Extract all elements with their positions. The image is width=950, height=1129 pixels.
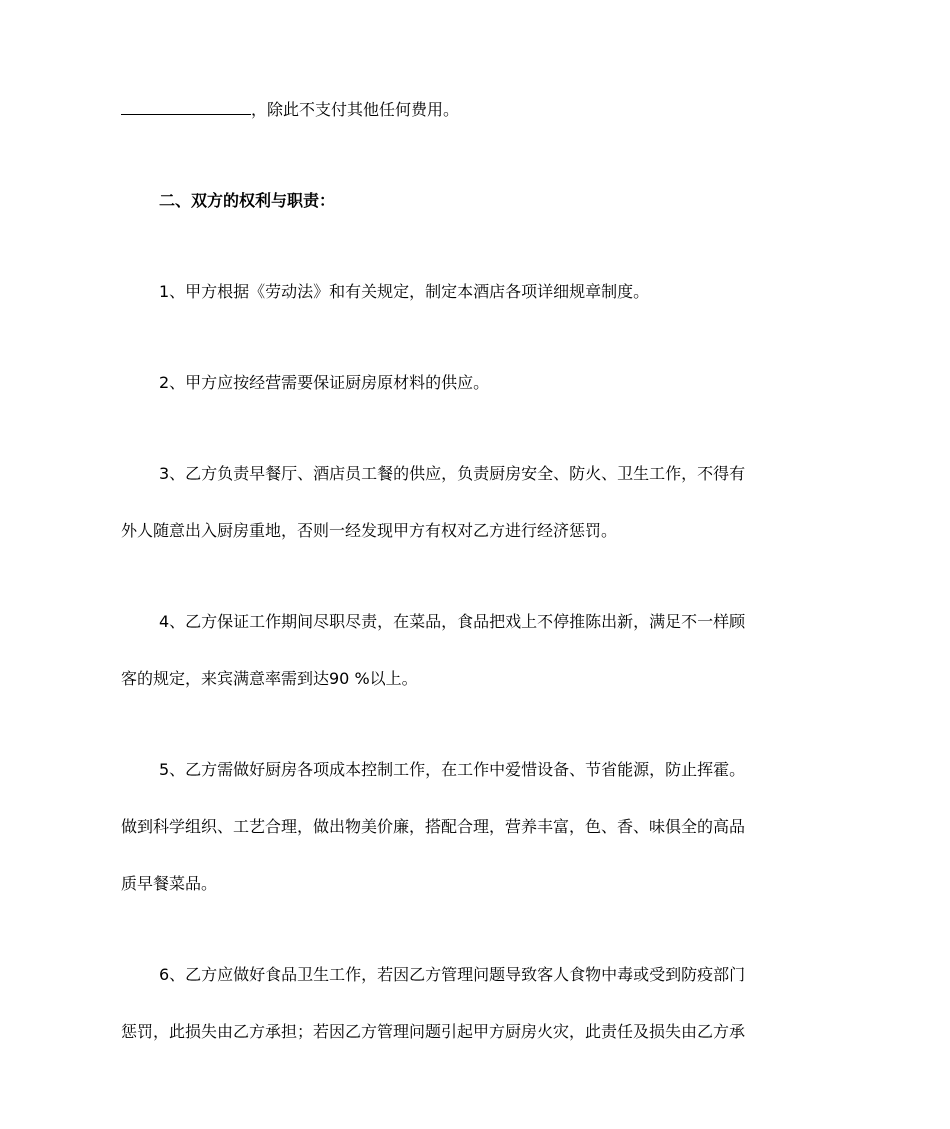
paragraph-line: 质早餐菜品。	[121, 874, 218, 893]
paragraph-line: 1、甲方根据《劳动法》和有关规定，制定本酒店各项详细规章制度。	[159, 282, 650, 301]
paragraph-line: 惩罚，此损失由乙方承担；若因乙方管理问题引起甲方厨房火灾，此责任及损失由乙方承	[121, 1022, 746, 1041]
paragraph-line: 4、乙方保证工作期间尽职尽责，在菜品，食品把戏上不停推陈出新，满足不一样顾	[159, 612, 746, 631]
paragraph-line: 2、甲方应按经营需要保证厨房原材料的供应。	[159, 373, 490, 392]
paragraph-line: 做到科学组织、工艺合理，做出物美价廉，搭配合理，营养丰富，色、香、味俱全的高品	[121, 817, 746, 836]
paragraph-line: 外人随意出入厨房重地，否则一经发现甲方有权对乙方进行经济惩罚。	[121, 521, 618, 540]
paragraph-line: 客的规定，来宾满意率需到达90 %以上。	[121, 669, 418, 688]
paragraph-line: 3、乙方负责早餐厅、酒店员工餐的供应，负责厨房安全、防火、卫生工作，不得有	[159, 464, 746, 483]
section-heading: 二、双方的权利与职责：	[159, 191, 336, 210]
paragraph-line: 5、乙方需做好厨房各项成本控制工作，在工作中爱惜设备、节省能源，防止挥霍。	[159, 760, 746, 779]
paragraph-line	[121, 99, 841, 121]
paragraph-line: 6、乙方应做好食品卫生工作，若因乙方管理问题导致客人食物中毒或受到防疫部门	[159, 965, 746, 984]
fill-in-blank	[121, 100, 251, 115]
line-text: ，除此不支付其他任何费用。	[251, 100, 460, 119]
